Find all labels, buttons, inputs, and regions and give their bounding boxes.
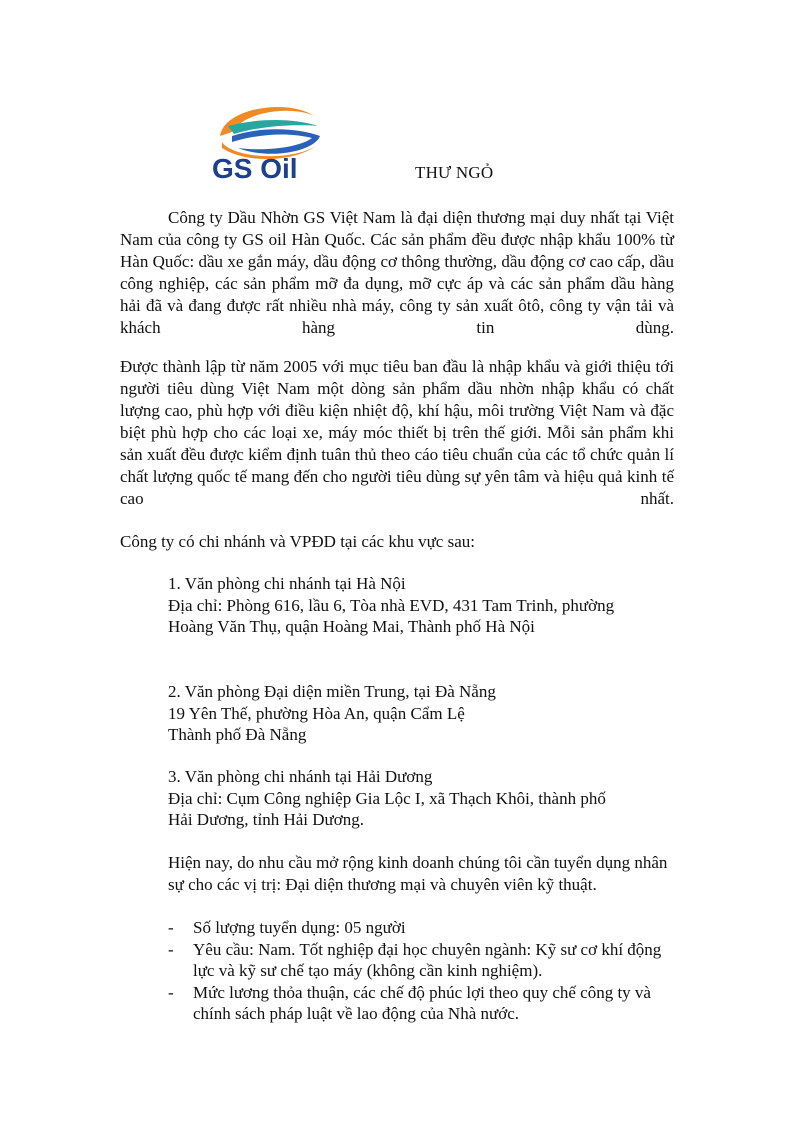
list-item [168,917,678,939]
logo-wordmark: GS Oil [212,153,298,184]
bullet-dash: - [168,939,174,959]
branch-hanoi-address-2: Hoàng Văn Thụ, quận Hoàng Mai, Thành phố Hà Nội [168,617,535,636]
requirement-salary: Mức lương thỏa thuận, các chế độ phúc lợi theo quy chế công ty và chính sách pháp luật về lao động của Nhà nước. [193,982,651,1023]
recruitment-paragraph: Hiện nay, do nhu cầu mở rộng kinh doanh chúng tôi cần tuyển dụng nhân sự cho các vị trị: Đại diện thương mại và chuyên viên kỹ thuật. [168,853,668,894]
branch-danang-address-2: Thành phố Đà Nẵng [168,725,307,744]
requirement-qualification: Yêu cầu: Nam. Tốt nghiệp đại học chuyên ngành: Kỹ sư cơ khí động lực và kỹ sư chế tạo máy (không cần kinh nghiệm). [193,939,662,980]
letter-title: THƯ NGỎ [415,163,494,182]
branch-danang [168,681,496,746]
branch-haiduong [168,766,606,831]
branch-danang-title: 2. Văn phòng Đại diện miền Trung, tại Đà Nẵng [168,682,496,701]
bullet-dash: - [168,982,174,1002]
branches-intro: Công ty có chi nhánh và VPĐD tại các khu vực sau: [120,532,475,551]
branch-hanoi-title: 1. Văn phòng chi nhánh tại Hà Nội [168,574,406,593]
requirement-quantity: Số lượng tuyển dụng: 05 người [193,918,406,937]
requirements-list [168,917,678,1025]
gs-oil-emblem-icon [198,96,396,184]
bullet-dash: - [168,918,174,937]
gs-oil-logo [198,96,396,184]
branch-hanoi-address-1: Địa chỉ: Phòng 616, lầu 6, Tòa nhà EVD, 431 Tam Trinh, phường [168,595,615,615]
logo-blue-swoosh [232,129,320,154]
branch-haiduong-title: 3. Văn phòng chi nhánh tại Hải Dương [168,767,433,786]
list-item [168,982,678,1025]
branch-haiduong-address-1: Địa chỉ: Cụm Công nghiệp Gia Lộc I, xã Thạch Khôi, thành phố [168,788,606,808]
branch-danang-address-1: 19 Yên Thế, phường Hòa An, quận Cẩm Lệ [168,703,465,723]
intro-paragraph: Công ty Dầu Nhờn GS Việt Nam là đại diện thương mại duy nhất tại Việt Nam của công ty GS oil Hàn Quốc. Các sản phẩm đều được nhập khẩu 100% từ Hàn Quốc: dầu xe gắn máy, dầu động cơ thông thường, dầu động cơ cao cấp, dầu công nghiệp, các sản phẩm mỡ đa dụng, mỡ cực áp và các sản phẩm dầu hàng hải đã và đang được rất nhiều nhà máy, công ty sản xuất ôtô, công ty vận tải và khách hàng tin dùng. [120,208,674,337]
branch-haiduong-address-2: Hải Dương, tỉnh Hải Dương. [168,810,364,829]
branch-hanoi [168,573,614,638]
list-item [168,939,678,982]
history-paragraph: Được thành lập từ năm 2005 với mục tiêu ban đầu là nhập khẩu và giới thiệu tới người tiêu dùng Việt Nam một dòng sản phẩm dầu nhờn nhập khẩu có chất lượng cao, phù hợp với điều kiện nhiệt độ, khí hậu, môi trường Việt Nam và đặc biệt phù hợp cho các loại xe, máy móc thiết bị trên thế giới. Mỗi sản phẩm khi sản xuất đều được kiểm định tuân thủ theo cáo tiêu chuẩn của các tổ chức quản lí chất lượng quốc tế mang đến cho người tiêu dùng sự yên tâm và hiệu quả kinh tế cao nhất. [120,357,674,508]
